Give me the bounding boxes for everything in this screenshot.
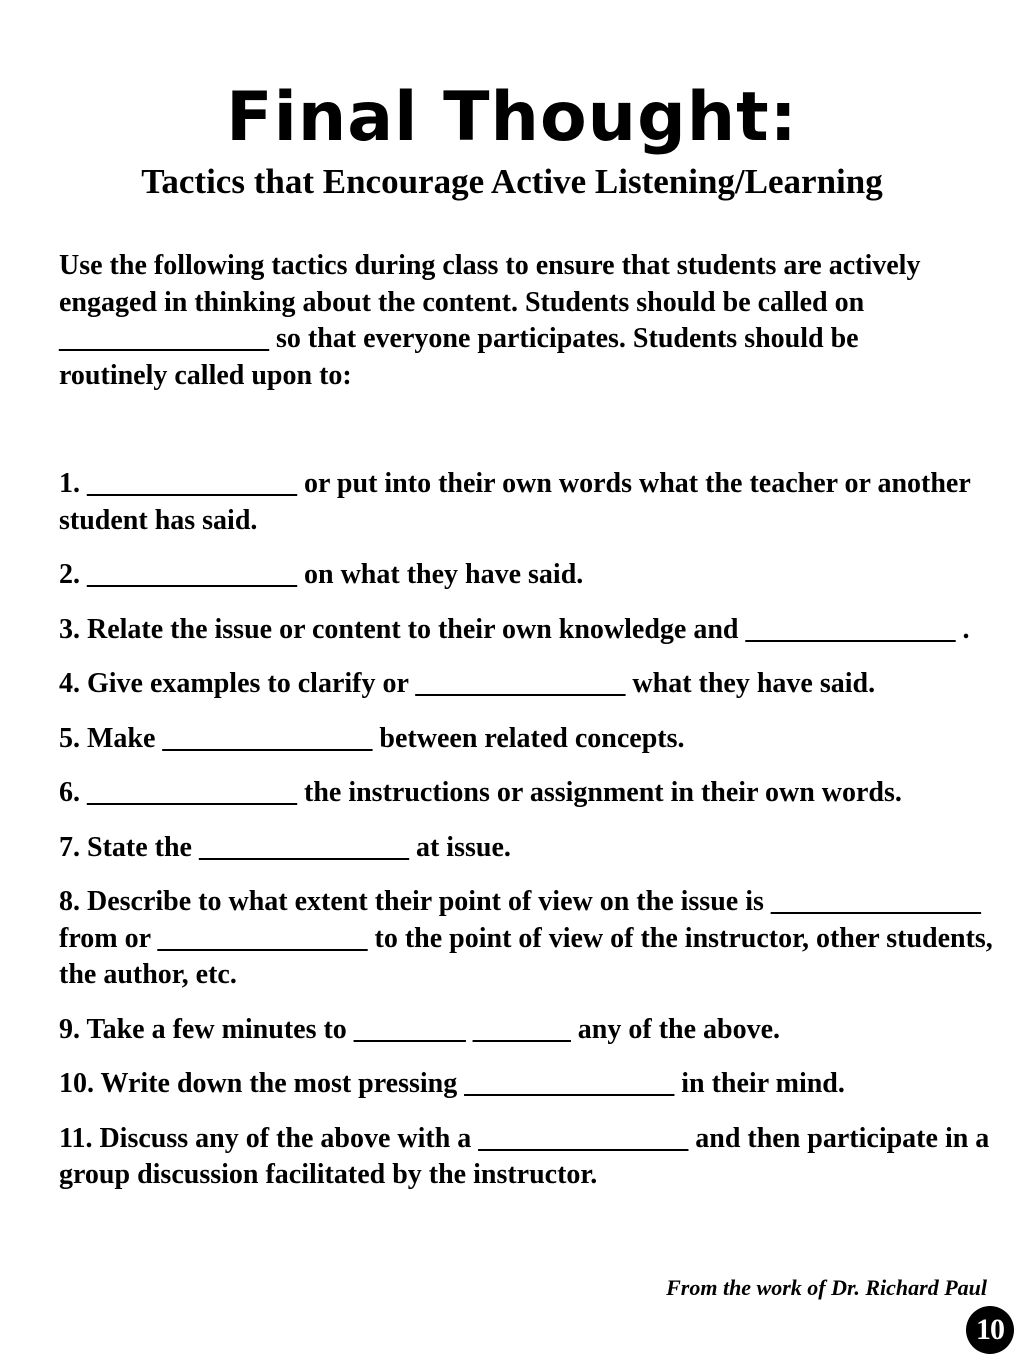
list-item: 5. Make _______________ between related concepts. — [59, 722, 685, 754]
page-title: Final Thought: — [226, 78, 798, 157]
list-item: 4. Give examples to clarify or _______________ what they have said. — [59, 668, 876, 699]
list-item: 2. _______________ on what they have said. — [59, 559, 584, 590]
intro-paragraph: Use the following tactics during class to ensure that students are actively engaged in thinking about the content. Students should be called on _______________ so that everyone participates. Students should be routinely called upon to: — [59, 250, 921, 391]
list-item: 8. Describe to what extent their point of view on the issue is _______________ from or _______________ to the point of view of the instructor, other students, the author, etc. — [59, 886, 993, 990]
page-subtitle: Tactics that Encourage Active Listening/Learning — [141, 162, 883, 201]
list-item: 11. Discuss any of the above with a _______________ and then participate in a group discussion facilitated by the instructor. — [59, 1122, 990, 1190]
list-item: 9. Take a few minutes to ________ _______ any of the above. — [59, 1013, 781, 1045]
tactics-list — [59, 466, 999, 1212]
list-item: 10. Write down the most pressing _______________ in their mind. — [59, 1068, 845, 1099]
page-number-badge: 10 — [966, 1306, 1014, 1354]
list-item: 7. State the _______________ at issue. — [59, 831, 511, 863]
list-item: 6. _______________ the instructions or assignment in their own words. — [59, 777, 902, 808]
list-item: 3. Relate the issue or content to their own knowledge and _______________ . — [59, 613, 970, 645]
list-item: 1. _______________ or put into their own words what the teacher or another student has said. — [59, 468, 971, 536]
attribution: From the work of Dr. Richard Paul — [666, 1275, 987, 1300]
